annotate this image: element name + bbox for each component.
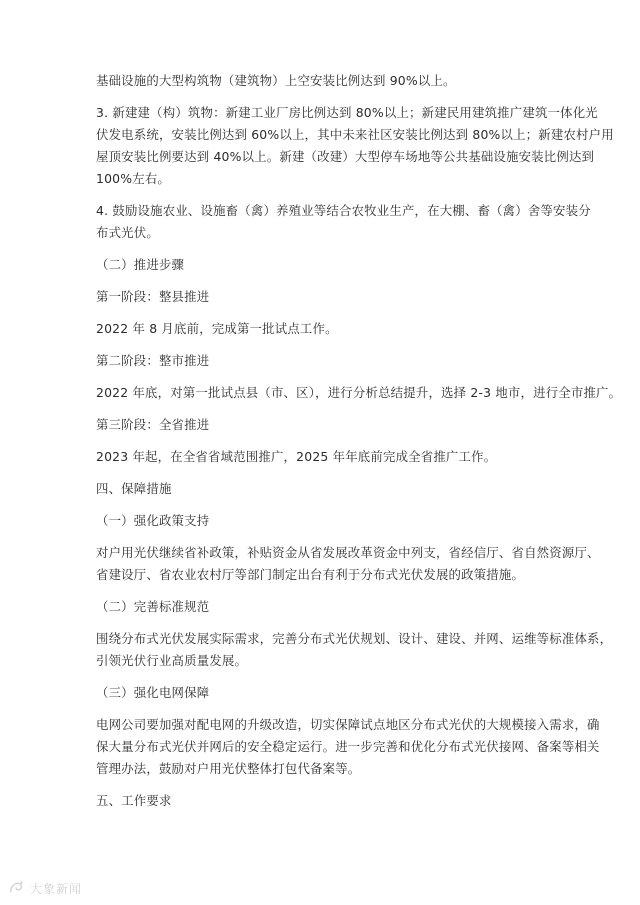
paragraph-new-buildings: [96, 102, 614, 190]
text-line: （三）强化电网保障: [96, 685, 210, 700]
document-page: [96, 70, 622, 812]
heading-stage-two: [96, 350, 546, 372]
watermark: [8, 879, 82, 897]
text-line: 2022 年 8 月底前，完成第一批试点工作。: [96, 321, 338, 336]
text-line: （二）完善标准规范: [96, 599, 210, 614]
text-line: 电网公司要加强对配电网的升级改造，切实保障试点地区分布式光伏的大规模接入需求，确: [96, 717, 600, 732]
paragraph-stage-three: [96, 446, 546, 468]
text-line: 100%左右。: [96, 171, 170, 186]
heading-stage-three: [96, 414, 546, 436]
text-line: 伏发电系统，安装比例达到 60%以上，其中未来社区安装比例达到 80%以上；新建农村户用: [96, 127, 614, 142]
text-line: 管理办法，鼓励对户用光伏整体打包代备案等。: [96, 761, 361, 776]
paragraph-policy-support: [96, 542, 600, 586]
text-line: 引领光伏行业高质量发展。: [96, 653, 248, 668]
text-line: 第一阶段：整县推进: [96, 289, 210, 304]
text-line: 围绕分布式光伏发展实际需求，完善分布式光伏规划、设计、建设、并网、运维等标准体系，: [96, 631, 613, 646]
text-line: 3. 新建建（构）筑物：新建工业厂房比例达到 80%以上；新建民用建筑推广建筑一体化光: [96, 105, 598, 120]
heading-steps: [96, 254, 546, 276]
text-line: （二）推进步骤: [96, 257, 185, 272]
paragraph-stage-one: [96, 318, 546, 340]
heading-section-five: [96, 790, 546, 812]
text-line: 第三阶段：全省推进: [96, 417, 210, 432]
text-line: 屋顶安装比例要达到 40%以上。新建（改建）大型停车场地等公共基础设施安装比例达到: [96, 149, 595, 164]
text-line: 4. 鼓励设施农业、设施畜（禽）养殖业等结合农牧业生产，在大棚、畜（禽）舍等安装分: [96, 203, 591, 218]
text-line: 第二阶段：整市推进: [96, 353, 210, 368]
heading-policy-support: [96, 510, 546, 532]
paragraph-agriculture: [96, 200, 591, 244]
paragraph-standards: [96, 628, 613, 672]
heading-stage-one: [96, 286, 546, 308]
text-line: 2023 年起，在全省省域范围推广，2025 年年底前完成全省推广工作。: [96, 449, 497, 464]
text-line: 布式光伏。: [96, 225, 159, 240]
text-line: 四、保障措施: [96, 481, 172, 496]
text-line: 基础设施的大型构筑物（建筑物）上空安装比例达到 90%以上。: [96, 73, 456, 88]
heading-section-four: [96, 478, 546, 500]
text-line: 2022 年底，对第一批试点县（市、区），进行分析总结提升，选择 2-3 地市，进行全市推广。: [96, 385, 622, 400]
text-line: （一）强化政策支持: [96, 513, 210, 528]
heading-standards: [96, 596, 546, 618]
text-line: 对户用光伏继续省补政策，补贴资金从省发展改革资金中列支，省经信厅、省自然资源厅、: [96, 545, 600, 560]
paragraph-grid: [96, 714, 600, 780]
paragraph-infrastructure: [96, 70, 546, 92]
text-line: 保大量分布式光伏并网后的安全稳定运行。进一步完善和优化分布式光伏接网、备案等相关: [96, 739, 600, 754]
paragraph-stage-two: [96, 382, 622, 404]
brand-logo-icon: [8, 879, 26, 897]
heading-grid: [96, 682, 546, 704]
watermark-text: 大象新闻: [30, 881, 83, 896]
text-line: 省建设厅、省农业农村厅等部门制定出台有利于分布式光伏发展的政策措施。: [96, 567, 525, 582]
text-line: 五、工作要求: [96, 793, 172, 808]
